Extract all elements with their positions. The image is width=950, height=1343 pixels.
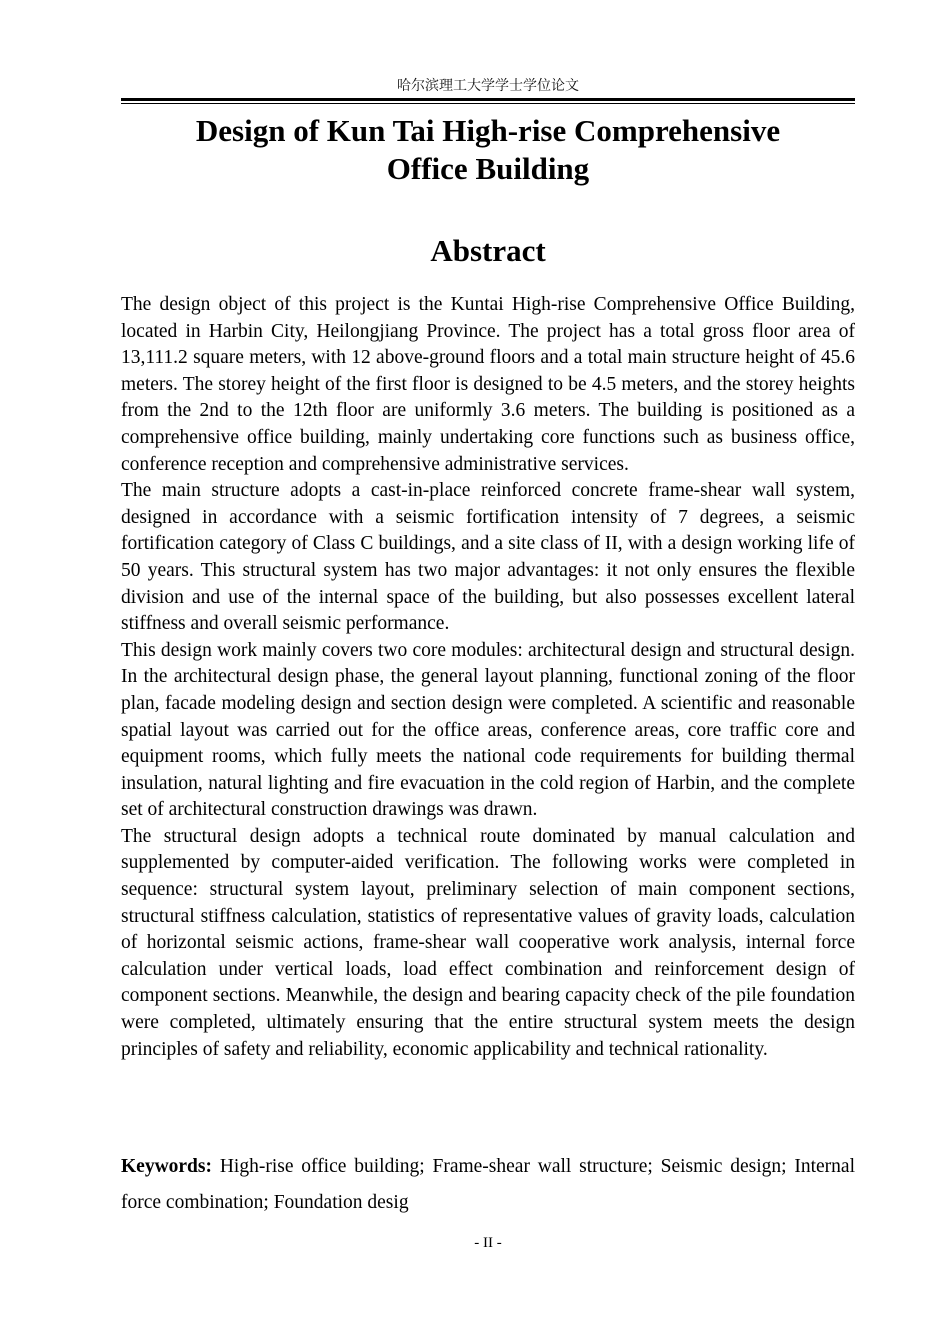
abstract-paragraph-4: The structural design adopts a technical route dominated by manual calculation and supplemented by computer-aided verification. The following works were completed in sequence: structural system layout, preliminary selection of main component sections, structural stiffness calculation, statistics of representative values of gravity loads, calculation of horizontal seismic actions, frame-shear wall cooperative work analysis, internal force calculation under vertical loads, load effect combination and reinforcement design of component sections. Meanwhile, the design and bearing capacity check of the pile foundation were completed, ultimately ensuring that the entire structural system meets the design principles of safety and reliability, economic applicability and technical rationality.: [121, 825, 855, 1060]
keywords: [121, 1149, 855, 1221]
keywords-label: Keywords:: [121, 1156, 212, 1177]
document-title: [121, 112, 855, 188]
abstract-heading: Abstract: [430, 233, 546, 268]
abstract-paragraph-1: The design object of this project is the Kuntai High-rise Comprehensive Office Building, located in Harbin City, Heilongjiang Province. The project has a total gross floor area of 13,111.2 square meters, with 12 above-ground floors and a total main structure height of 45.6 meters. The storey height of the first floor is designed to be 4.5 meters, and the storey heights from the 2nd to the 12th floor are uniformly 3.6 meters. The building is positioned as a comprehensive office building, mainly undertaking core functions such as business office, conference reception and comprehensive administrative services.: [121, 294, 855, 475]
page-number: - II -: [474, 1235, 502, 1251]
header-rule-thick: [121, 98, 855, 101]
keywords-text: High-rise office building; Frame-shear wall structure; Seismic design; Internal force combination; Foundation desig: [121, 1156, 855, 1213]
abstract-paragraph-3: This design work mainly covers two core modules: architectural design and structural design. In the architectural design phase, the general layout planning, functional zoning of the floor plan, facade modeling design and section design were completed. A scientific and reasonable spatial layout was carried out for the office areas, conference areas, core traffic core and equipment rooms, which fully meets the national code requirements for building thermal insulation, natural lighting and fire evacuation in the cold region of Harbin, and the complete set of architectural construction drawings was drawn.: [121, 639, 855, 821]
abstract-paragraph-2: The main structure adopts a cast-in-place reinforced concrete frame-shear wall system, designed in accordance with a seismic fortification intensity of 7 degrees, a seismic fortification category of Class C buildings, and a site class of II, with a design working life of 50 years. This structural system has two major advantages: it not only ensures the flexible division and use of the internal space of the building, but also possesses excellent lateral stiffness and overall seismic performance.: [121, 480, 855, 635]
header-rule-thin: [121, 103, 855, 104]
title-line-2: Office Building: [386, 151, 590, 186]
title-line-1: Design of Kun Tai High-rise Comprehensive: [195, 113, 781, 148]
running-header: 哈尔滨理工大学学士学位论文: [397, 78, 579, 94]
abstract-body: [121, 292, 855, 1063]
